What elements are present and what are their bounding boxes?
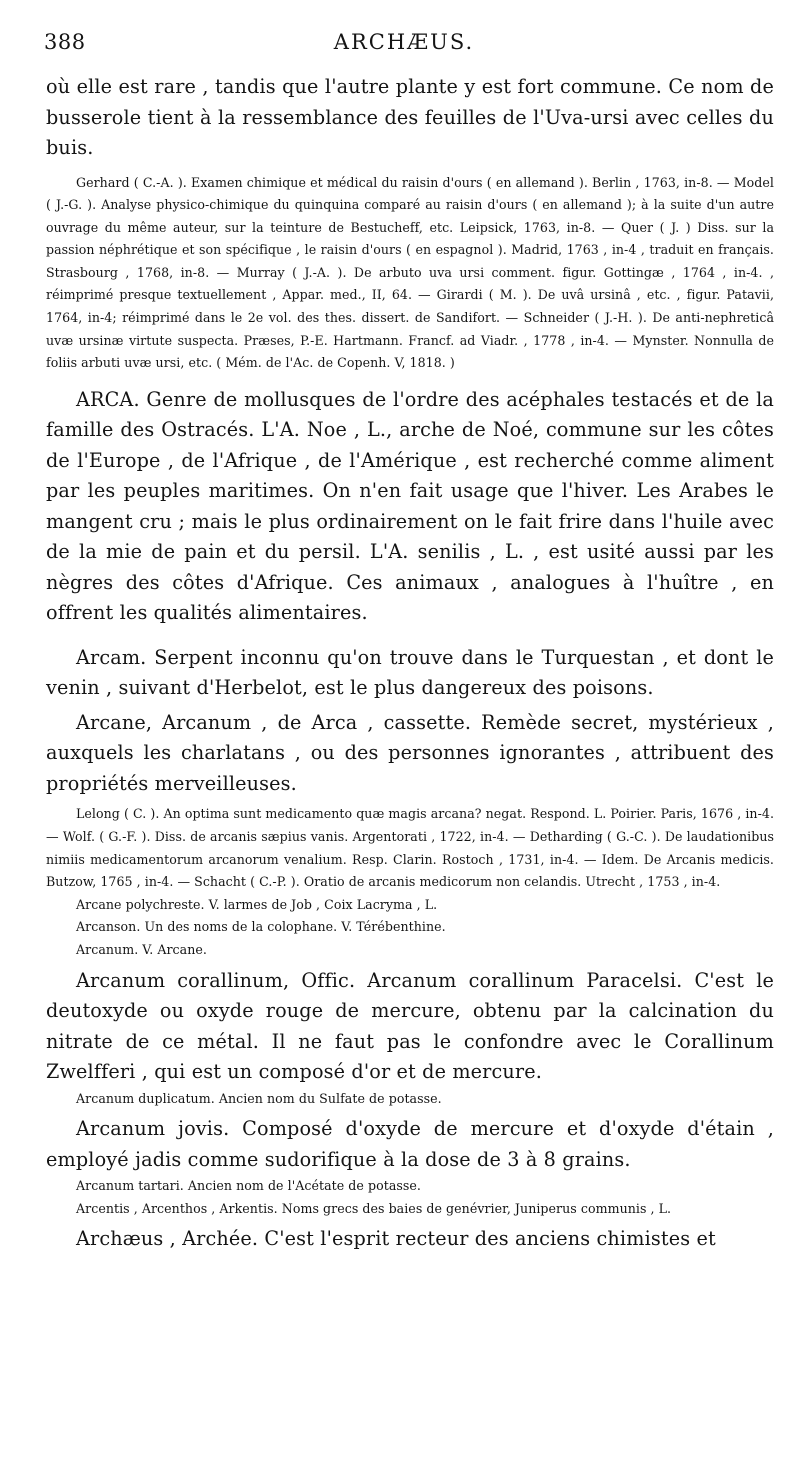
entry-archaeus: Archæus , Archée. C'est l'esprit recteur des anciens chimistes et (76, 1227, 716, 1251)
entry-arcanum: Arcanum. V. Arcane. (76, 941, 207, 957)
entry-arcanum-tartari: Arcanum tartari. Ancien nom de l'Acétate de potasse. (76, 1178, 421, 1194)
bibliography-arcane: Lelong ( C. ). An optima sunt medicamento quæ magis arcana? negat. Respond. L. Poirier. Paris, 1676 , in-4. — Wolf. ( G.-F. ). Diss. de arcanis sæpius vanis. Argentorati , 1722, in-4. — Detharding ( G.-C. ). De laudationibus nimiis medicamentorum arcanorum venalium. Resp. Clarin. Rostoch , 1731, in-4. — Idem. De Arcanis medicis. Butzow, 1765 , in-4. — Schacht ( C.-P. ). Oratio de arcanis medicorum non celandis. Utrecht , 1753 , in-4. (46, 806, 774, 890)
paragraph-busserole: où elle est rare , tandis que l'autre plante y est fort commune. Ce nom de busserole tient à la ressemblance des feuilles de l'Uva-ursi avec celles du buis. (46, 75, 774, 159)
entry-arcane-polychreste: Arcane polychreste. V. larmes de Job , Coix Lacryma , L. (76, 896, 438, 912)
entry-arcane: Arcane, Arcanum , de Arca , cassette. Remède secret, mystérieux , auxquels les charlatans , ou des personnes ignorantes , attribuent des propriétés merveilleuses. (46, 710, 774, 795)
entry-arcanum-jovis: Arcanum jovis. Composé d'oxyde de mercure et d'oxyde d'étain , employé jadis comme sudorifique à la dose de 3 à 8 grains. (46, 1117, 774, 1171)
entry-arcanum-duplicatum: Arcanum duplicatum. Ancien nom du Sulfate de potasse. (76, 1090, 442, 1106)
entry-arca: ARCA. Genre de mollusques de l'ordre des acéphales testacés et de la famille des Ostracés. L'A. Noe , L., arche de Noé, commune sur les côtes de l'Europe , de l'Afrique , de l'Amérique , est recherché comme aliment par les peuples maritimes. On n'en fait usage que l'hiver. Les Arabes le mangent cru ; mais le plus ordinairement on le fait frire dans l'huile avec de la mie de pain et du persil. L'A. senilis , L. , est usité aussi par les nègres des côtes d'Afrique. Ces animaux , analogues à l'huître , en offrent les qualités alimentaires. (46, 387, 774, 625)
running-head: ARCHÆUS. (333, 30, 475, 54)
bibliography-uva-ursi: Gerhard ( C.-A. ). Examen chimique et médical du raisin d'ours ( en allemand ). Berlin , 1763, in-8. — Model ( J.-G. ). Analyse physico-chimique du quinquina comparé au raisin d'ours ( en allemand ); à la suite d'un autre ouvrage du même auteur, sur la teinture de Bestucheff, etc. Leipsick, 1763, in-8. — Quer ( J. ) Diss. sur la passion néphrétique et son spécifique , le raisin d'ours ( en espagnol ). Madrid, 1763 , in-4 , traduit en français. Strasbourg , 1768, in-8. — Murray ( J.-A. ). De arbuto uva ursi comment. figur. Gottingæ , 1764 , in-4. , réimprimé presque textuellement , Appar. med., II, 64. — Girardi ( M. ). De uvâ ursinâ , etc. , figur. Patavii, 1764, in-4; réimprimé dans le 2e vol. des thes. dissert. de Sandifort. — Schneider ( J.-H. ). De anti-nephreticâ uvæ ursinæ virtute suspecta. Præses, P.-E. Hartmann. Francf. ad Viadr. , 1778 , in-4. — Mynster. Nonnulla de foliis arbuti uvæ ursi, etc. ( Mém. de l'Ac. de Copenh. V, 1818. ) (46, 174, 774, 371)
entry-arcam: Arcam. Serpent inconnu qu'on trouve dans le Turquestan , et dont le venin , suivant d'Herbelot, est le plus dangereux des poisons. (46, 645, 774, 700)
page-header (44, 30, 764, 64)
entry-arcanum-corallinum: Arcanum corallinum, Offic. Arcanum corallinum Paracelsi. C'est le deutoxyde ou oxyde rouge de mercure, obtenu par la calcination du nitrate de ce métal. Il ne faut pas le confondre avec le Corallinum Zwelfferi , qui est un composé d'or et de mercure. (46, 968, 774, 1083)
page-number: 388 (44, 30, 86, 54)
entry-arcanson: Arcanson. Un des noms de la colophane. V. Térébenthine. (76, 919, 446, 935)
entry-arcentis: Arcentis , Arcenthos , Arkentis. Noms grecs des baies de genévrier, Juniperus communis , L. (76, 1200, 672, 1216)
page-body (46, 72, 774, 1255)
